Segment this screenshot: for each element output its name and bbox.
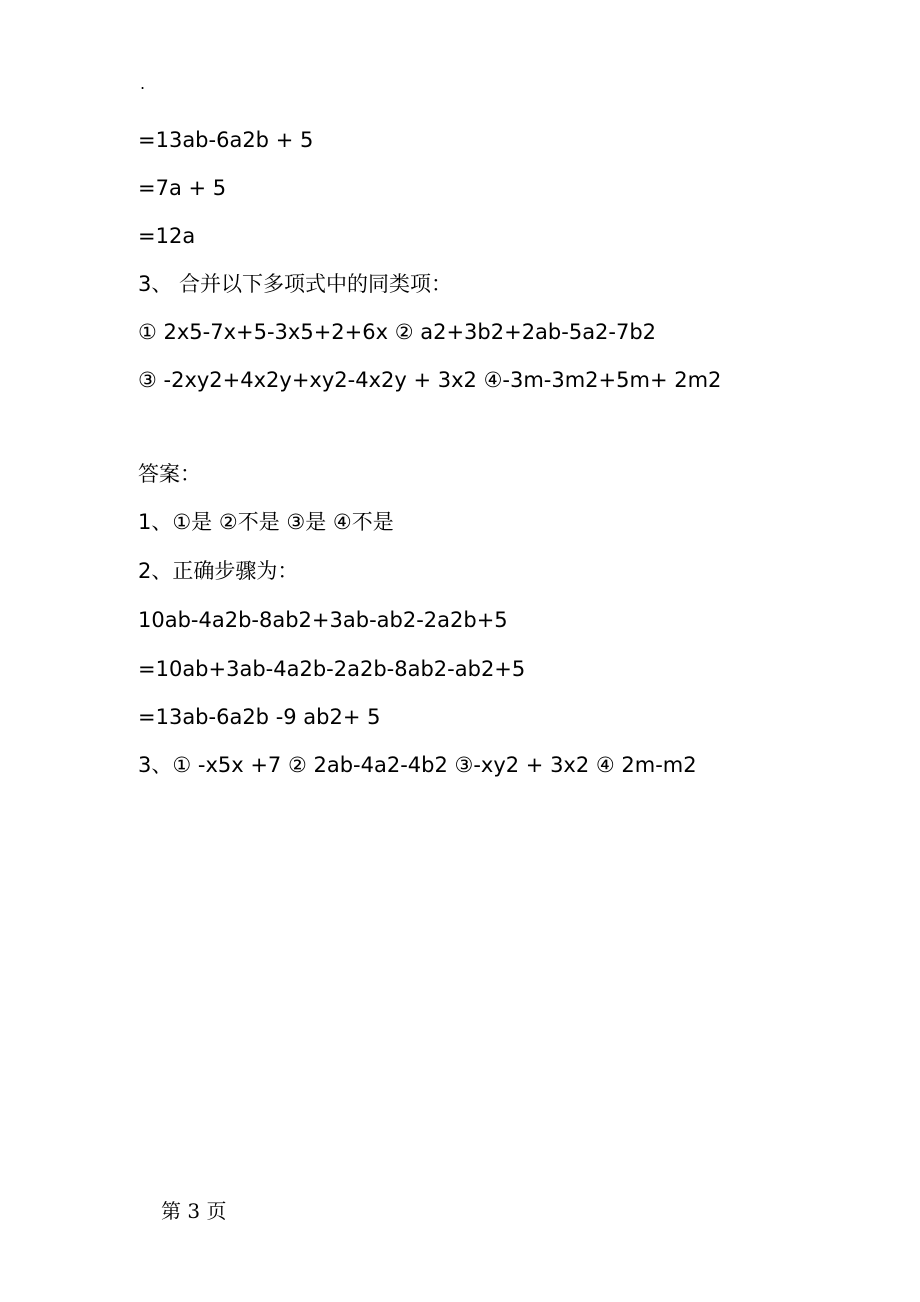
text-line: =10ab+3ab-4a2b-2a2b-8ab2-ab2+5 [138,657,526,681]
text-line: 10ab-4a2b-8ab2+3ab-ab2-2a2b+5 [138,608,508,632]
text-line: =7a + 5 [138,176,227,200]
page-marker: . [140,74,146,93]
page-number: 第 3 页 [161,1199,227,1223]
text-line: ③ -2xy2+4x2y+xy2-4x2y + 3x2 ④-3m-3m2+5m+ 2m2 [138,368,722,392]
text-line: =13ab-6a2b -9 ab2+ 5 [138,705,381,729]
text-line: ① 2x5-7x+5-3x5+2+6x ② a2+3b2+2ab-5a2-7b2 [138,320,657,344]
text-line: 1、①是 ②不是 ③是 ④不是 [138,510,394,534]
question-heading: 3、 合并以下多项式中的同类项： [138,272,453,296]
text-line: =12a [138,224,196,248]
text-line: 2、正确步骤为： [138,559,299,583]
text-line: =13ab-6a2b + 5 [138,128,314,152]
answer-heading: 答案： [138,462,201,486]
text-line: 3、① -x5x +7 ② 2ab-4a2-4b2 ③-xy2 + 3x2 ④ 2m-m2 [138,753,697,777]
